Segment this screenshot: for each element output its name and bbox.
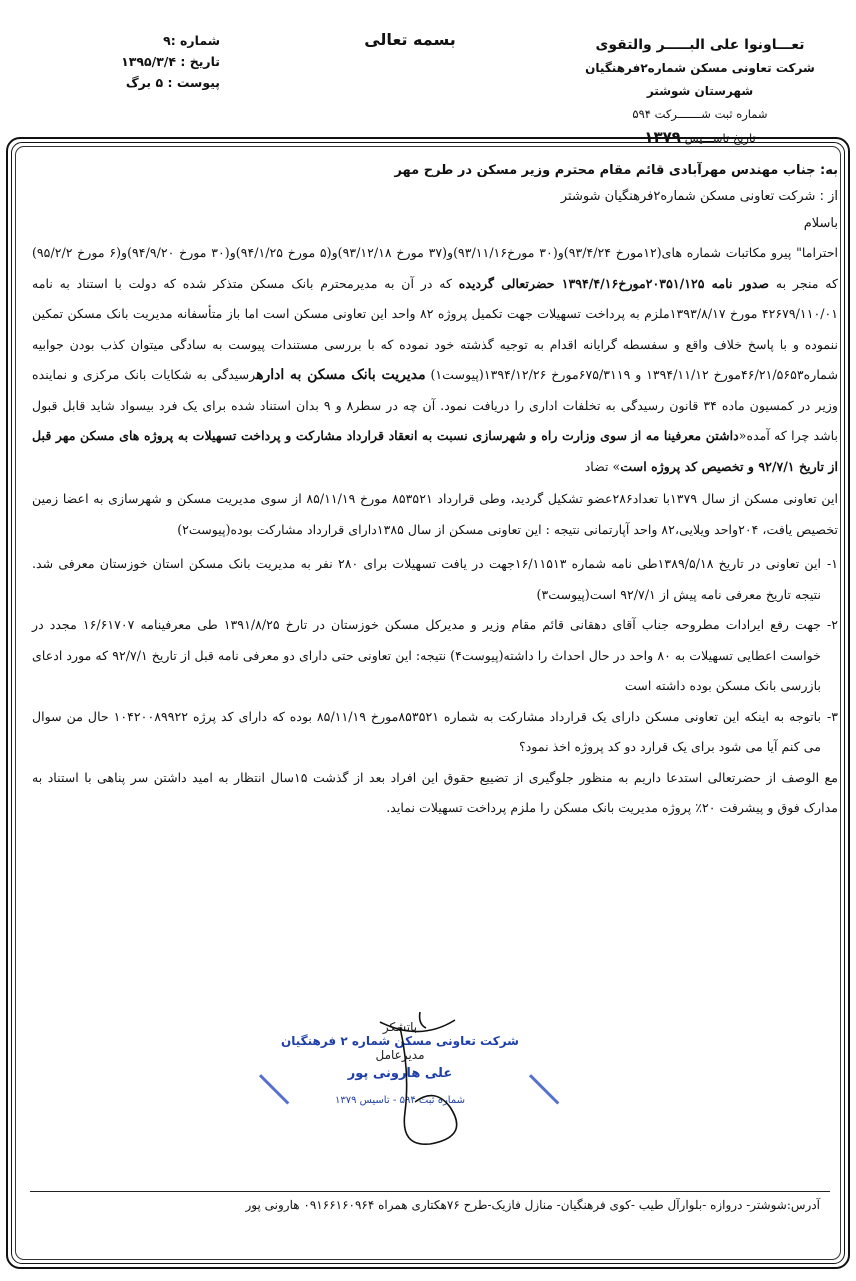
intro-paragraph — [32, 238, 838, 482]
list-item-text: باتوجه به اینکه این تعاونی مسکن دارای یک قرارداد مشارکت به شماره ۸۵۳۵۲۱مورخ ۸۵/۱۱/۱۹ بوده که دارای کد پرژه ۱۰۴۲۰۰۸۹۹۲۲ حال من سوال می کنم آیا می شود برای یک قرارد دو کد پروژه اخذ نمود؟ — [32, 708, 821, 754]
background-paragraph: این تعاونی مسکن از سال ۱۳۷۹با تعداد۲۸۶عضو تشکیل گردید، وطی قرارداد ۸۵۳۵۲۱ مورخ ۸۵/۱۱/۱۹ از سوی مدیریت مسکن و شهرسازی به اعضا زمین تخصیص یافت، ۲۰۴واحد ویلایی،۸۲ واحد آپارتمانی نتیجه : این تعاونی مسکن از سال ۱۳۸۵دارای قرارداد مشارکت بوده(پیوست۲) — [32, 491, 838, 537]
signature-thanks: باتشکر — [382, 1020, 418, 1034]
invocation-heading: بسمه تعالی — [364, 30, 456, 49]
recipient-line: به: جناب مهندس مهرآبادی قائم مقام محترم وزیر مسکن در طرح مهر — [394, 163, 838, 178]
handwritten-signature-icon — [360, 1012, 480, 1152]
signature-block — [270, 1012, 530, 1142]
footer-divider — [30, 1191, 830, 1192]
letter-date: تاریخ : ۱۳۹۵/۳/۴ — [121, 54, 220, 69]
intro-text-4: » تضاد — [584, 458, 621, 474]
intro-bold-2: مدیریت بانک مسکن به اداره — [256, 367, 426, 383]
list-item-number: ۱- — [826, 556, 838, 571]
list-item-text: جهت رفع ایرادات مطروحه جناب آقای دهقانی قائم مقام وزیر و مدیرکل مسکن خوزستان در تارخ ۱۳۹۱/۸/۲۵ طی معرفینامه ۱۶/۶۱۷۰۷ مجدد در خواست اعطایی تسهیلات به ۸۰ واحد در حال احداث را داشته(پیوست۴) نتیجه: این تعاونی حتی دارای دو معرفی نامه قبل از تاریخ ۹۲/۷/۱ که مورد ادعای بازرسی بانک مسکن بوده داشته است — [32, 617, 821, 693]
greeting: باسلام — [803, 216, 838, 231]
intro-text-2: که در آن به مدیرمحترم بانک مسکن متذکر شده که دولت با استناد به نامه ۴۲۶۷۹/۱۱۰/۰۱ مورخ ۱۳۹۳/۸/۱۷ملزم به پرداخت تسهیلات جهت تکمیل پروژه ۸۲ واحد این تعاونی مسکن است اما باز متأسفانه مدیریت بانک مسکن تمکین ننموده و با پاسخ خلاف واقع و سفسطه گرایانه اقدام به توجیه گذشته خود نموده که با بررسی مستندات پیوست به سادگی میتوان کذب بودن جوابیه شماره۴۶/۲۱/۵۶۵۳مورخ ۱۳۹۴/۱۱/۱۲ و ۶۷۵/۳۱۱۹مورخ ۱۳۹۴/۱۲/۲۶(پیوست۱) — [32, 275, 839, 382]
list-item — [32, 549, 838, 610]
letterhead-org-name: شرکت تعاونی مسکن شماره۲فرهنگیان شهرستان شوشتر — [585, 61, 815, 98]
list-item-text: این تعاونی در تاریخ ۱۳۸۹/۵/۱۸طی نامه شماره ۱۶/۱۱۵۱۳جهت در یافت تسهیلات برای ۲۸۰ نفر به مدیریت بانک مسکن استان خوزستان معرفی شد. نتیجه تاریخ معرفی نامه پیش از ۹۲/۷/۱ است(پیوست۳) — [32, 556, 821, 602]
closing-paragraph: مع الوصف از حضرتعالی استدعا داریم به منظور جلوگیری از تضییع حقوق این افراد بعد از گذشت ۱۵سال انتظار به امید داشتن سر پناهی با استناد به مدارک فوق و پیشرفت ۲۰٪ پروژه مدیریت بانک مسکن را ملزم پرداخت تسهیلات نماید. — [32, 769, 838, 815]
sender-line: از : شرکت تعاونی مسکن شماره۲فرهنگیان شوشتر — [560, 189, 838, 204]
list-item — [32, 610, 838, 702]
letter-body — [32, 158, 838, 824]
founded-year: ۱۳۷۹ — [644, 128, 681, 146]
letterhead — [560, 34, 840, 150]
intro-text-1: احتراما" پیرو مکاتبات شماره های(۱۲مورخ ۹۳/۴/۲۴)و(۳۰ مورخ۹۳/۱۱/۱۶)و(۳۷ مورخ ۹۳/۱۲/۱۸)و(۵ مورخ ۹۴/۱/۲۵)و(۳۰ مورخ ۹۴/۹/۲۰)و(۶ مورخ ۹۵/۲/۲) که منجر به — [32, 245, 839, 291]
footer-address: آدرس:شوشتر- دروازه -بلوارآل طیب -کوی فرهنگیان- منازل فازیک-طرح ۷۶هکتاری همراه ۰۹۱۶۶۱۶۰۹۶۴ هارونی پور — [245, 1198, 820, 1212]
signatory-name: علی هارونی پور — [347, 1066, 453, 1081]
list-item — [32, 702, 838, 763]
letterhead-motto: تعـــاونوا علی البـــــر والتقوی — [595, 37, 805, 53]
letter-meta — [20, 30, 220, 93]
intro-text-3: رسیدگی به شکایات بانک مرکزی و نماینده وزیر در کمسیون ماده ۳۴ قانون رسیدگی به تخلفات اداری را دریافت نمود. آن چه در سطر۸ و ۹ بدان استناد شده برای یک فرد بیسواد شاید قابل قبول باشد چرا که آمده« — [32, 367, 838, 443]
signatory-title: مدیرعامل — [375, 1048, 425, 1062]
list-item-number: ۳- — [826, 708, 838, 724]
letter-number: شماره :۹ — [163, 33, 220, 48]
list-item-number: ۲- — [826, 617, 838, 632]
intro-bold-3: داشتن معرفینا مه از سوی وزارت راه و شهرسازی نسبت به انعقاد قرارداد مشارکت و پرداخت تسهیلات به پروژه های مسکن مهر قبل از تاریخ ۹۲/۷/۱ و تخصیص کد پروژه است — [32, 428, 838, 474]
founded-label: تاریخ تاســـیس — [684, 131, 756, 145]
letterhead-registration: شماره ثبت شـــــــرکت ۵۹۴ — [632, 107, 768, 121]
letter-attachment: پیوست : ۵ برگ — [125, 75, 220, 90]
stamp-footer: شماره ثبت ۵۹۴ - تاسیس ۱۳۷۹ — [335, 1095, 465, 1106]
intro-bold-1: صدور نامه ۲۰۳۵۱/۱۲۵مورخ۱۳۹۴/۴/۱۶ حضرتعالی گردیده — [458, 275, 770, 291]
stamp-org-name: شرکت تعاونی مسکن شماره ۲ فرهنگیان — [281, 1034, 519, 1048]
